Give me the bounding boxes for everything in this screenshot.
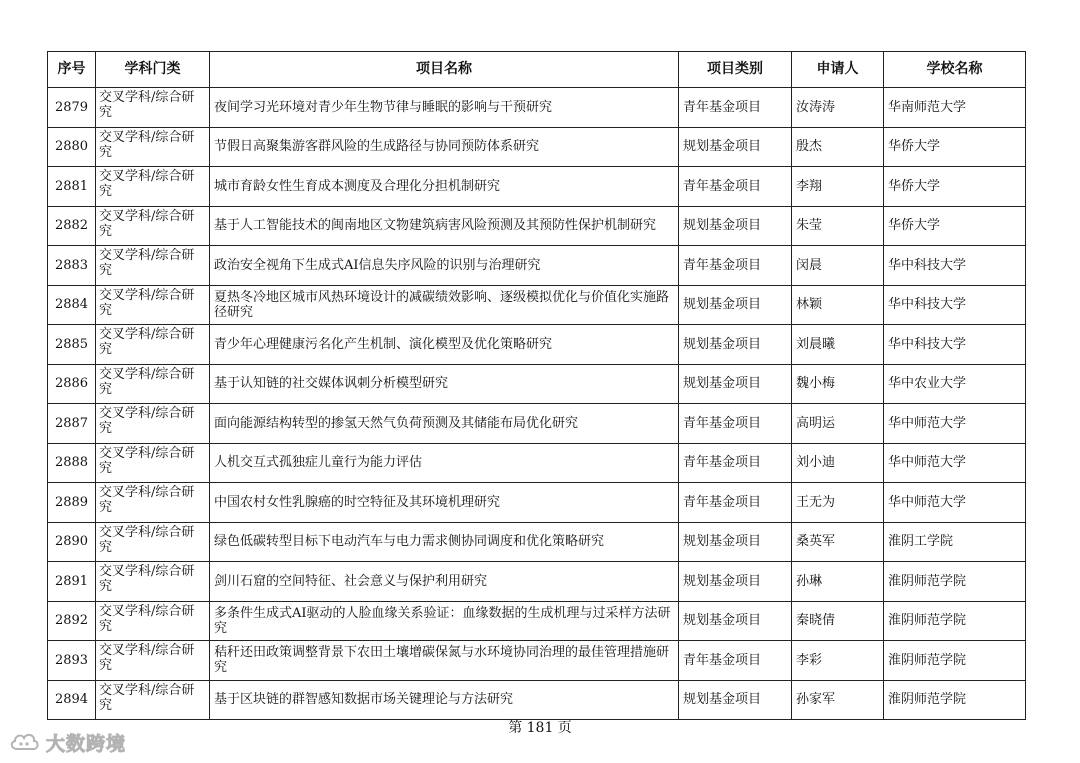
cell-type: 规划基金项目 <box>679 325 792 365</box>
cell-title: 绿色低碳转型目标下电动汽车与电力需求侧协同调度和优化策略研究 <box>210 522 679 562</box>
cell-title: 秸秆还田政策调整背景下农田土壤增碳保氮与水环境协同治理的最佳管理措施研究 <box>210 641 679 681</box>
table-row <box>48 88 1026 128</box>
cell-type: 青年基金项目 <box>679 443 792 483</box>
cell-no: 2883 <box>48 246 96 286</box>
table-row <box>48 522 1026 562</box>
cell-discipline: 交叉学科/综合研究 <box>96 325 210 365</box>
cell-title: 基于人工智能技术的闽南地区文物建筑病害风险预测及其预防性保护机制研究 <box>210 206 679 246</box>
table-header <box>48 52 1026 88</box>
cell-no: 2892 <box>48 601 96 641</box>
cell-title: 人机交互式孤独症儿童行为能力评估 <box>210 443 679 483</box>
cell-title: 多条件生成式AI驱动的人脸血缘关系验证：血缘数据的生成机理与过采样方法研究 <box>210 601 679 641</box>
cell-discipline: 交叉学科/综合研究 <box>96 88 210 128</box>
cell-title: 剑川石窟的空间特征、社会意义与保护利用研究 <box>210 562 679 602</box>
cell-discipline: 交叉学科/综合研究 <box>96 127 210 167</box>
cell-no: 2886 <box>48 364 96 404</box>
table-row <box>48 483 1026 523</box>
cell-title: 基于区块链的群智感知数据市场关键理论与方法研究 <box>210 680 679 720</box>
table-row <box>48 562 1026 602</box>
cell-discipline: 交叉学科/综合研究 <box>96 483 210 523</box>
cell-school: 淮阴师范学院 <box>884 641 1026 681</box>
cell-applicant: 李彩 <box>792 641 884 681</box>
cell-no: 2891 <box>48 562 96 602</box>
cell-no: 2885 <box>48 325 96 365</box>
table-row <box>48 206 1026 246</box>
cell-type: 规划基金项目 <box>679 364 792 404</box>
cell-type: 规划基金项目 <box>679 601 792 641</box>
cell-type: 青年基金项目 <box>679 404 792 444</box>
cell-no: 2879 <box>48 88 96 128</box>
cell-school: 华中科技大学 <box>884 325 1026 365</box>
cell-title: 节假日高聚集游客群风险的生成路径与协同预防体系研究 <box>210 127 679 167</box>
cell-applicant: 李翔 <box>792 167 884 207</box>
cell-title: 夜间学习光环境对青少年生物节律与睡眠的影响与干预研究 <box>210 88 679 128</box>
table-row <box>48 404 1026 444</box>
cell-school: 华南师范大学 <box>884 88 1026 128</box>
cell-type: 青年基金项目 <box>679 483 792 523</box>
cell-no: 2894 <box>48 680 96 720</box>
cell-school: 华中师范大学 <box>884 483 1026 523</box>
table-row <box>48 680 1026 720</box>
cell-applicant: 孙琳 <box>792 562 884 602</box>
table-body <box>48 88 1026 720</box>
cell-applicant: 刘晨曦 <box>792 325 884 365</box>
cell-school: 淮阴工学院 <box>884 522 1026 562</box>
cell-no: 2880 <box>48 127 96 167</box>
cell-no: 2889 <box>48 483 96 523</box>
table-row <box>48 167 1026 207</box>
cell-school: 华侨大学 <box>884 167 1026 207</box>
cell-type: 青年基金项目 <box>679 167 792 207</box>
table-row <box>48 641 1026 681</box>
cell-discipline: 交叉学科/综合研究 <box>96 522 210 562</box>
cell-discipline: 交叉学科/综合研究 <box>96 680 210 720</box>
cell-no: 2882 <box>48 206 96 246</box>
cell-no: 2887 <box>48 404 96 444</box>
cell-no: 2890 <box>48 522 96 562</box>
cell-title: 青少年心理健康污名化产生机制、演化模型及优化策略研究 <box>210 325 679 365</box>
cell-applicant: 孙家军 <box>792 680 884 720</box>
table-row <box>48 443 1026 483</box>
cell-applicant: 桑英军 <box>792 522 884 562</box>
cell-no: 2893 <box>48 641 96 681</box>
cell-applicant: 殷杰 <box>792 127 884 167</box>
cell-school: 华中科技大学 <box>884 285 1026 325</box>
cell-title: 政治安全视角下生成式AI信息失序风险的识别与治理研究 <box>210 246 679 286</box>
cell-school: 华中科技大学 <box>884 246 1026 286</box>
table-row <box>48 127 1026 167</box>
cell-type: 规划基金项目 <box>679 206 792 246</box>
header-no: 序号 <box>48 52 96 88</box>
cell-type: 规划基金项目 <box>679 680 792 720</box>
cell-no: 2888 <box>48 443 96 483</box>
cell-type: 青年基金项目 <box>679 641 792 681</box>
cell-no: 2884 <box>48 285 96 325</box>
header-school: 学校名称 <box>884 52 1026 88</box>
cell-school: 华中师范大学 <box>884 443 1026 483</box>
cell-applicant: 林颖 <box>792 285 884 325</box>
cell-type: 规划基金项目 <box>679 562 792 602</box>
page-number: 第 181 页 <box>508 720 572 736</box>
cell-applicant: 刘小迪 <box>792 443 884 483</box>
cell-title: 夏热冬冷地区城市风热环境设计的减碳绩效影响、逐级模拟优化与价值化实施路径研究 <box>210 285 679 325</box>
cell-type: 规划基金项目 <box>679 127 792 167</box>
cell-discipline: 交叉学科/综合研究 <box>96 641 210 681</box>
cell-school: 华侨大学 <box>884 127 1026 167</box>
cell-school: 华中师范大学 <box>884 404 1026 444</box>
cell-applicant: 魏小梅 <box>792 364 884 404</box>
cell-applicant: 朱莹 <box>792 206 884 246</box>
cell-applicant: 高明运 <box>792 404 884 444</box>
cell-type: 青年基金项目 <box>679 88 792 128</box>
cell-type: 青年基金项目 <box>679 246 792 286</box>
cell-title: 中国农村女性乳腺癌的时空特征及其环境机理研究 <box>210 483 679 523</box>
cloud-logo-icon <box>8 729 42 755</box>
cell-discipline: 交叉学科/综合研究 <box>96 246 210 286</box>
cell-title: 城市育龄女性生育成本测度及合理化分担机制研究 <box>210 167 679 207</box>
cell-school: 华中农业大学 <box>884 364 1026 404</box>
cell-no: 2881 <box>48 167 96 207</box>
header-type: 项目类别 <box>679 52 792 88</box>
cell-discipline: 交叉学科/综合研究 <box>96 562 210 602</box>
table-row <box>48 364 1026 404</box>
project-table <box>47 51 1026 720</box>
cell-applicant: 王无为 <box>792 483 884 523</box>
table-row <box>48 246 1026 286</box>
cell-discipline: 交叉学科/综合研究 <box>96 601 210 641</box>
table-row <box>48 285 1026 325</box>
header-row <box>48 52 1026 88</box>
cell-type: 规划基金项目 <box>679 285 792 325</box>
header-discipline: 学科门类 <box>96 52 210 88</box>
cell-title: 基于认知链的社交媒体讽刺分析模型研究 <box>210 364 679 404</box>
table-row <box>48 601 1026 641</box>
cell-applicant: 闵晨 <box>792 246 884 286</box>
watermark <box>8 727 126 757</box>
cell-school: 淮阴师范学院 <box>884 562 1026 602</box>
cell-applicant: 汝涛涛 <box>792 88 884 128</box>
cell-applicant: 秦晓倩 <box>792 601 884 641</box>
cell-school: 淮阴师范学院 <box>884 680 1026 720</box>
cell-discipline: 交叉学科/综合研究 <box>96 167 210 207</box>
watermark-text: 大数跨境 <box>46 732 127 755</box>
cell-discipline: 交叉学科/综合研究 <box>96 285 210 325</box>
cell-title: 面向能源结构转型的掺氢天然气负荷预测及其储能布局优化研究 <box>210 404 679 444</box>
cell-school: 淮阴师范学院 <box>884 601 1026 641</box>
cell-discipline: 交叉学科/综合研究 <box>96 404 210 444</box>
header-title: 项目名称 <box>210 52 679 88</box>
cell-discipline: 交叉学科/综合研究 <box>96 364 210 404</box>
cell-discipline: 交叉学科/综合研究 <box>96 206 210 246</box>
table-row <box>48 325 1026 365</box>
cell-type: 规划基金项目 <box>679 522 792 562</box>
header-applicant: 申请人 <box>792 52 884 88</box>
cell-discipline: 交叉学科/综合研究 <box>96 443 210 483</box>
cell-school: 华侨大学 <box>884 206 1026 246</box>
